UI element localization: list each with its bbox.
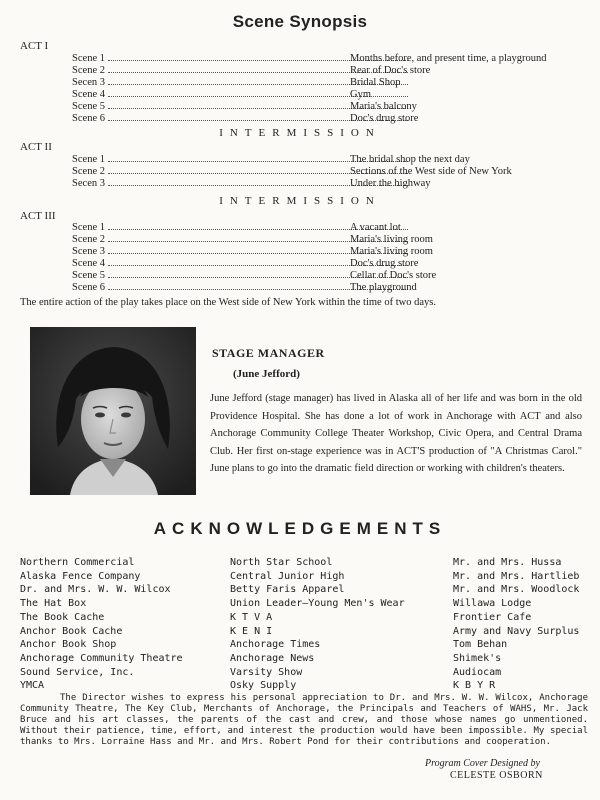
scene-row [60,89,600,101]
acknowledgement-item: Alaska Fence Company [20,570,141,582]
acknowledgements-title: ACKNOWLEDGEMENTS [153,519,447,538]
acknowledgements-column-1 [20,556,183,693]
acknowledgement-item: Dr. and Mrs. W. W. Wilcox [20,584,171,596]
scene-row [60,154,600,166]
act-heading: ACT III [20,210,56,222]
scene-place: A vacant lot [350,222,401,233]
scene-place: Sections of the West side of New York [350,166,512,177]
scene-name: Scene 5 [72,101,105,112]
scene-row [60,270,600,282]
acknowledgement-item: Army and Navy Surplus [453,625,580,637]
scene-name: Scene 6 [72,113,105,124]
scene-name: Secen 3 [72,178,105,189]
intermission-heading: INTERMISSION [219,195,381,207]
scene-place: Under the highway [350,178,431,189]
scene-name: Scene 5 [72,270,105,281]
scene-name: Scene 2 [72,234,105,245]
acknowledgement-item: K B Y R [453,680,496,692]
portrait-illustration [30,327,196,495]
scene-row [60,246,600,258]
scene-place: The bridal shop the next day [350,154,470,165]
acknowledgement-item: Frontier Cafe [453,611,532,623]
acknowledgement-item: Varsity Show [230,666,303,678]
acknowledgement-item: Betty Faris Apparel [230,584,345,596]
page-title: Scene Synopsis [232,12,368,31]
scene-name: Scene 1 [72,154,105,165]
stage-manager-photo [30,327,196,495]
acknowledgement-item: Anchorage News [230,652,315,664]
acknowledgement-item: North Star School [230,557,333,568]
cover-credit-name: CELESTE OSBORN [450,770,543,781]
scene-name: Secen 3 [72,77,105,88]
scene-row [60,53,600,65]
scene-place: Doc's drug store [350,113,419,124]
scene-place: Gym [350,89,371,100]
acknowledgement-item: Mr. and Mrs. Hartlieb [453,570,580,582]
scene-name: Scene 4 [72,258,105,269]
scene-name: Scene 2 [72,65,105,76]
scene-row [60,65,600,77]
acknowledgement-item: Anchor Book Shop [20,639,117,651]
acknowledgement-item: Willawa Lodge [453,598,532,610]
acknowledgement-item: Audiocam [453,666,502,678]
stage-manager-bio: June Jefford (stage manager) has lived in Alaska all of her life and was born in the old Providence Hospital. She has done a lot of work in Anchorage with ACT and also Anchorage Community College Theater Workshop, Civic Opera, and Central Drama Club. Her first on-stage experience was in ACT'S production of "A Christmas Carol." June plans to go into the dramatic field direction or working with children's theaters. [210,393,582,474]
scene-row [60,282,600,294]
scene-name: Scene 3 [72,246,105,257]
acknowledgement-item: Anchor Book Cache [20,625,123,637]
acknowledgement-item: K T V A [230,611,273,623]
scene-place: Maria's living room [350,246,433,257]
acknowledgement-item: YMCA [20,680,45,692]
acknowledgement-item: The Book Cache [20,611,105,623]
scene-place: The playground [350,282,417,293]
scene-row [60,77,600,89]
acknowledgement-item: Northern Commercial [20,557,135,568]
acknowledgement-item: Mr. and Mrs. Woodlock [453,584,580,596]
acknowledgement-item: The Hat Box [20,598,87,610]
acknowledgement-item: Union Leader—Young Men's Wear [230,598,405,610]
acknowledgement-item: Tom Behan [453,639,508,651]
scene-row [60,222,600,234]
scene-row [60,101,600,113]
acknowledgement-item: Mr. and Mrs. Hussa [453,557,562,568]
acknowledgement-item: Anchorage Community Theatre [20,652,183,664]
acknowledgement-item: Central Junior High [230,570,345,582]
acknowledgements-column-2 [230,556,405,693]
scene-place: Cellar of Doc's store [350,270,437,281]
director-note: The Director wishes to express his personal appreciation to Dr. and Mrs. W. W. Wilcox, Anchorage Community Theatre, The Key Club, Merchants of Anchorage, the Principals and Teachers of WAHS, Mr. Jack Bruce and his art classes, the parents of the cast and crew, and those whose names go unmentioned. Without their patience, time, effort, and interest the production would have been impossible. My special thanks to Mrs. Lorraine Hass and Mr. and Mrs. Robert Pond for their contributions and cooperation. [20,693,588,747]
intermission-heading: INTERMISSION [219,127,381,139]
scene-place: Maria's living room [350,234,433,245]
acknowledgement-item: K E N I [230,625,273,637]
acknowledgement-item: Anchorage Times [230,639,321,651]
scene-place: Months before, and present time, a playground [350,53,547,64]
scene-row [60,178,600,190]
scene-place: Maria's balcony [350,101,417,112]
cover-credit-label: Program Cover Designed by [425,758,540,769]
acknowledgement-item: Osky Supply [230,680,297,692]
scene-place: Doc's drug store [350,258,419,269]
scene-row [60,113,600,125]
scene-row [60,234,600,246]
scene-place: Bridal Shop [350,77,401,88]
scene-name: Scene 4 [72,89,105,100]
act-heading: ACT I [20,40,49,52]
stage-manager-name: (June Jefford) [233,368,300,380]
scene-name: Scene 1 [72,53,105,64]
acknowledgements-column-3 [453,556,579,693]
stage-manager-title: STAGE MANAGER [212,346,325,360]
scene-row [60,258,600,270]
setting-note: The entire action of the play takes place on the West side of New York within the time of two days. [20,297,436,308]
acknowledgement-item: Sound Service, Inc. [20,666,135,678]
scene-name: Scene 1 [72,222,105,233]
scene-row [60,166,600,178]
act-heading: ACT II [20,141,52,153]
scene-name: Scene 6 [72,282,105,293]
scene-name: Scene 2 [72,166,105,177]
acknowledgement-item: Shimek's [453,652,502,664]
scene-place: Rear of Doc's store [350,65,431,76]
